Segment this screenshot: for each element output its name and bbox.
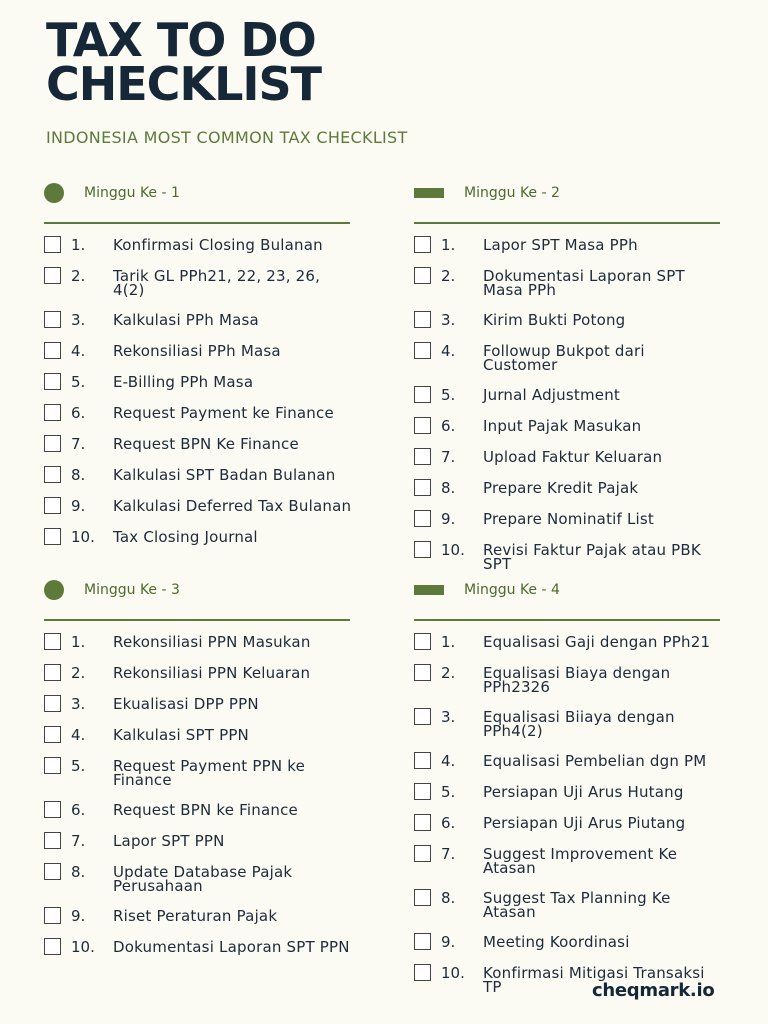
item-number: 1. bbox=[441, 633, 456, 651]
checklist-item[interactable] bbox=[44, 236, 354, 253]
checkbox[interactable] bbox=[414, 633, 431, 650]
item-text: Rekonsiliasi PPN Masukan bbox=[113, 633, 311, 651]
item-text: Jurnal Adjustment bbox=[483, 386, 620, 404]
item-number: 8. bbox=[71, 863, 86, 881]
item-number: 5. bbox=[71, 373, 86, 391]
title-line-1: TAX TO DO bbox=[46, 13, 316, 67]
checklist-item[interactable] bbox=[44, 435, 354, 452]
checklist-item[interactable] bbox=[44, 726, 354, 743]
checkbox[interactable] bbox=[414, 342, 431, 359]
item-number: 2. bbox=[71, 267, 86, 285]
checkbox[interactable] bbox=[414, 845, 431, 862]
checklist-item[interactable] bbox=[414, 448, 724, 465]
section-week-1 bbox=[44, 181, 354, 559]
checklist-item[interactable] bbox=[44, 664, 354, 681]
item-text: Input Pajak Masukan bbox=[483, 417, 642, 435]
page-subtitle: INDONESIA MOST COMMON TAX CHECKLIST bbox=[46, 128, 408, 147]
checkbox[interactable] bbox=[44, 726, 61, 743]
item-number: 6. bbox=[441, 814, 456, 832]
item-number: 10. bbox=[441, 541, 465, 559]
item-number: 4. bbox=[71, 342, 86, 360]
checkbox[interactable] bbox=[44, 466, 61, 483]
checklist-item[interactable] bbox=[414, 752, 724, 769]
checkbox[interactable] bbox=[44, 907, 61, 924]
checklist-item[interactable] bbox=[44, 907, 354, 924]
item-number: 1. bbox=[441, 236, 456, 254]
item-number: 7. bbox=[441, 845, 456, 863]
checkbox[interactable] bbox=[44, 633, 61, 650]
checkbox[interactable] bbox=[44, 832, 61, 849]
item-text: Suggest Tax Planning Ke Atasan bbox=[483, 889, 671, 921]
title-line-2: CHECKLIST bbox=[46, 57, 322, 111]
item-text: Kalkulasi SPT PPN bbox=[113, 726, 249, 744]
checkbox[interactable] bbox=[414, 752, 431, 769]
item-text: Request Payment ke Finance bbox=[113, 404, 334, 422]
checklist-item[interactable] bbox=[44, 938, 354, 955]
checklist-item[interactable] bbox=[414, 889, 724, 919]
item-text: E-Billing PPh Masa bbox=[113, 373, 254, 391]
bar-marker-icon bbox=[414, 188, 444, 198]
item-text: Kalkulasi PPh Masa bbox=[113, 311, 259, 329]
item-text: Lapor SPT PPN bbox=[113, 832, 225, 850]
checkbox[interactable] bbox=[44, 528, 61, 545]
checklist-item[interactable] bbox=[414, 783, 724, 800]
checklist-item[interactable] bbox=[44, 466, 354, 483]
item-text: Update Database Pajak Perusahaan bbox=[113, 863, 293, 895]
checklist-item[interactable] bbox=[414, 417, 724, 434]
checkbox[interactable] bbox=[44, 757, 61, 774]
item-number: 3. bbox=[71, 311, 86, 329]
section-divider bbox=[414, 619, 720, 621]
checkbox[interactable] bbox=[44, 342, 61, 359]
section-week-4 bbox=[414, 578, 724, 1008]
checklist-item[interactable] bbox=[414, 267, 724, 297]
checklist-item[interactable] bbox=[44, 695, 354, 712]
item-number: 9. bbox=[71, 497, 86, 515]
item-number: 10. bbox=[441, 964, 465, 982]
checkbox[interactable] bbox=[44, 863, 61, 880]
checklist-item[interactable] bbox=[414, 708, 724, 738]
item-text: Tax Closing Journal bbox=[113, 528, 258, 546]
item-text: Kirim Bukti Potong bbox=[483, 311, 626, 329]
checkbox[interactable] bbox=[414, 267, 431, 284]
checklist-item[interactable] bbox=[44, 633, 354, 650]
item-text: Tarik GL PPh21, 22, 23, 26, 4(2) bbox=[113, 267, 321, 299]
section-header bbox=[44, 578, 354, 602]
checklist-item[interactable] bbox=[414, 386, 724, 403]
section-divider bbox=[44, 222, 350, 224]
checkbox[interactable] bbox=[44, 373, 61, 390]
section-label: Minggu Ke - 2 bbox=[464, 185, 560, 201]
section-divider bbox=[44, 619, 350, 621]
item-number: 2. bbox=[441, 267, 456, 285]
item-number: 9. bbox=[441, 933, 456, 951]
item-number: 3. bbox=[71, 695, 86, 713]
checklist-item[interactable] bbox=[414, 845, 724, 875]
item-number: 1. bbox=[71, 236, 86, 254]
item-text: Upload Faktur Keluaran bbox=[483, 448, 663, 466]
item-number: 5. bbox=[71, 757, 86, 775]
item-text: Konfirmasi Mitigasi Transaksi TP bbox=[483, 964, 705, 996]
item-number: 8. bbox=[71, 466, 86, 484]
section-week-3 bbox=[44, 578, 354, 969]
circle-marker-icon bbox=[44, 183, 64, 203]
checkbox[interactable] bbox=[44, 664, 61, 681]
checklist-item[interactable] bbox=[414, 664, 724, 694]
checklist-item[interactable] bbox=[414, 814, 724, 831]
checklist-item[interactable] bbox=[414, 236, 724, 253]
checklist-item[interactable] bbox=[414, 342, 724, 372]
checklist bbox=[414, 633, 724, 994]
checkbox[interactable] bbox=[414, 889, 431, 906]
checkbox[interactable] bbox=[44, 267, 61, 284]
item-number: 1. bbox=[71, 633, 86, 651]
item-number: 8. bbox=[441, 889, 456, 907]
item-text: Equalisasi Biiaya dengan PPh4(2) bbox=[483, 708, 675, 740]
item-text: Dokumentasi Laporan SPT PPN bbox=[113, 938, 350, 956]
section-label: Minggu Ke - 3 bbox=[84, 582, 180, 598]
checklist-item[interactable] bbox=[414, 510, 724, 527]
item-number: 10. bbox=[71, 938, 95, 956]
item-text: Persiapan Uji Arus Hutang bbox=[483, 783, 684, 801]
item-text: Dokumentasi Laporan SPT Masa PPh bbox=[483, 267, 685, 299]
checkbox[interactable] bbox=[44, 695, 61, 712]
item-number: 7. bbox=[441, 448, 456, 466]
item-text: Request BPN Ke Finance bbox=[113, 435, 299, 453]
circle-marker-icon bbox=[44, 580, 64, 600]
checklist-item[interactable] bbox=[44, 528, 354, 545]
item-number: 4. bbox=[441, 752, 456, 770]
item-number: 4. bbox=[71, 726, 86, 744]
checkbox[interactable] bbox=[44, 311, 61, 328]
checklist-item[interactable] bbox=[44, 863, 354, 893]
item-number: 10. bbox=[71, 528, 95, 546]
checkbox[interactable] bbox=[44, 404, 61, 421]
checkbox[interactable] bbox=[414, 933, 431, 950]
item-number: 5. bbox=[441, 783, 456, 801]
checkbox[interactable] bbox=[414, 783, 431, 800]
item-number: 2. bbox=[71, 664, 86, 682]
checklist-item[interactable] bbox=[44, 801, 354, 818]
section-week-2 bbox=[414, 181, 724, 585]
item-text: Prepare Kredit Pajak bbox=[483, 479, 639, 497]
checklist-item[interactable] bbox=[44, 267, 354, 297]
checkbox[interactable] bbox=[414, 311, 431, 328]
item-text: Equalisasi Gaji dengan PPh21 bbox=[483, 633, 711, 651]
checkbox[interactable] bbox=[44, 801, 61, 818]
checkbox[interactable] bbox=[414, 708, 431, 725]
checkbox[interactable] bbox=[44, 938, 61, 955]
checkbox[interactable] bbox=[44, 435, 61, 452]
item-text: Ekualisasi DPP PPN bbox=[113, 695, 259, 713]
item-text: Persiapan Uji Arus Piutang bbox=[483, 814, 686, 832]
section-header bbox=[414, 578, 724, 602]
item-text: Revisi Faktur Pajak atau PBK SPT bbox=[483, 541, 701, 573]
item-text: Kalkulasi Deferred Tax Bulanan bbox=[113, 497, 352, 515]
item-number: 5. bbox=[441, 386, 456, 404]
item-text: Followup Bukpot dari Customer bbox=[483, 342, 645, 374]
item-text: Request BPN ke Finance bbox=[113, 801, 298, 819]
checklist-item[interactable] bbox=[44, 342, 354, 359]
checklist-item[interactable] bbox=[44, 311, 354, 328]
item-text: Suggest Improvement Ke Atasan bbox=[483, 845, 678, 877]
item-number: 2. bbox=[441, 664, 456, 682]
item-text: Kalkulasi SPT Badan Bulanan bbox=[113, 466, 336, 484]
checkbox[interactable] bbox=[414, 814, 431, 831]
section-header bbox=[414, 181, 724, 205]
checkbox[interactable] bbox=[414, 510, 431, 527]
section-label: Minggu Ke - 1 bbox=[84, 185, 180, 201]
item-number: 6. bbox=[441, 417, 456, 435]
checkbox[interactable] bbox=[414, 479, 431, 496]
item-number: 3. bbox=[441, 311, 456, 329]
checklist bbox=[44, 236, 354, 545]
section-label: Minggu Ke - 4 bbox=[464, 582, 560, 598]
checklist-item[interactable] bbox=[44, 404, 354, 421]
item-text: Rekonsiliasi PPN Keluaran bbox=[113, 664, 311, 682]
checkbox[interactable] bbox=[414, 541, 431, 558]
item-number: 4. bbox=[441, 342, 456, 360]
item-number: 9. bbox=[441, 510, 456, 528]
item-text: Meeting Koordinasi bbox=[483, 933, 630, 951]
checklist-item[interactable] bbox=[414, 933, 724, 950]
checklist bbox=[414, 236, 724, 571]
item-text: Rekonsiliasi PPh Masa bbox=[113, 342, 281, 360]
checkbox[interactable] bbox=[414, 417, 431, 434]
checkbox[interactable] bbox=[414, 236, 431, 253]
checklist-item[interactable] bbox=[414, 311, 724, 328]
checkbox[interactable] bbox=[414, 964, 431, 981]
checklist-item[interactable] bbox=[414, 541, 724, 571]
item-text: Request Payment PPN ke Finance bbox=[113, 757, 305, 789]
checklist-item[interactable] bbox=[414, 479, 724, 496]
checkbox[interactable] bbox=[414, 448, 431, 465]
checklist-item[interactable] bbox=[44, 373, 354, 390]
item-number: 9. bbox=[71, 907, 86, 925]
checklist-item[interactable] bbox=[44, 832, 354, 849]
checklist-item[interactable] bbox=[44, 757, 354, 787]
checkbox[interactable] bbox=[414, 386, 431, 403]
section-header bbox=[44, 181, 354, 205]
checkbox[interactable] bbox=[44, 497, 61, 514]
item-text: Equalisasi Biaya dengan PPh2326 bbox=[483, 664, 671, 696]
checkbox[interactable] bbox=[44, 236, 61, 253]
item-text: Prepare Nominatif List bbox=[483, 510, 654, 528]
section-divider bbox=[414, 222, 720, 224]
item-text: Riset Peraturan Pajak bbox=[113, 907, 278, 925]
checkbox[interactable] bbox=[414, 664, 431, 681]
item-text: Konfirmasi Closing Bulanan bbox=[113, 236, 323, 254]
item-text: Lapor SPT Masa PPh bbox=[483, 236, 638, 254]
checklist-item[interactable] bbox=[44, 497, 354, 514]
page-title bbox=[46, 13, 322, 111]
item-number: 8. bbox=[441, 479, 456, 497]
checklist bbox=[44, 633, 354, 955]
bar-marker-icon bbox=[414, 585, 444, 595]
brand-logo: cheqmark.io bbox=[592, 980, 715, 1001]
item-number: 6. bbox=[71, 801, 86, 819]
item-number: 7. bbox=[71, 435, 86, 453]
item-number: 6. bbox=[71, 404, 86, 422]
item-number: 3. bbox=[441, 708, 456, 726]
item-number: 7. bbox=[71, 832, 86, 850]
checklist-item[interactable] bbox=[414, 633, 724, 650]
item-text: Equalisasi Pembelian dgn PM bbox=[483, 752, 707, 770]
